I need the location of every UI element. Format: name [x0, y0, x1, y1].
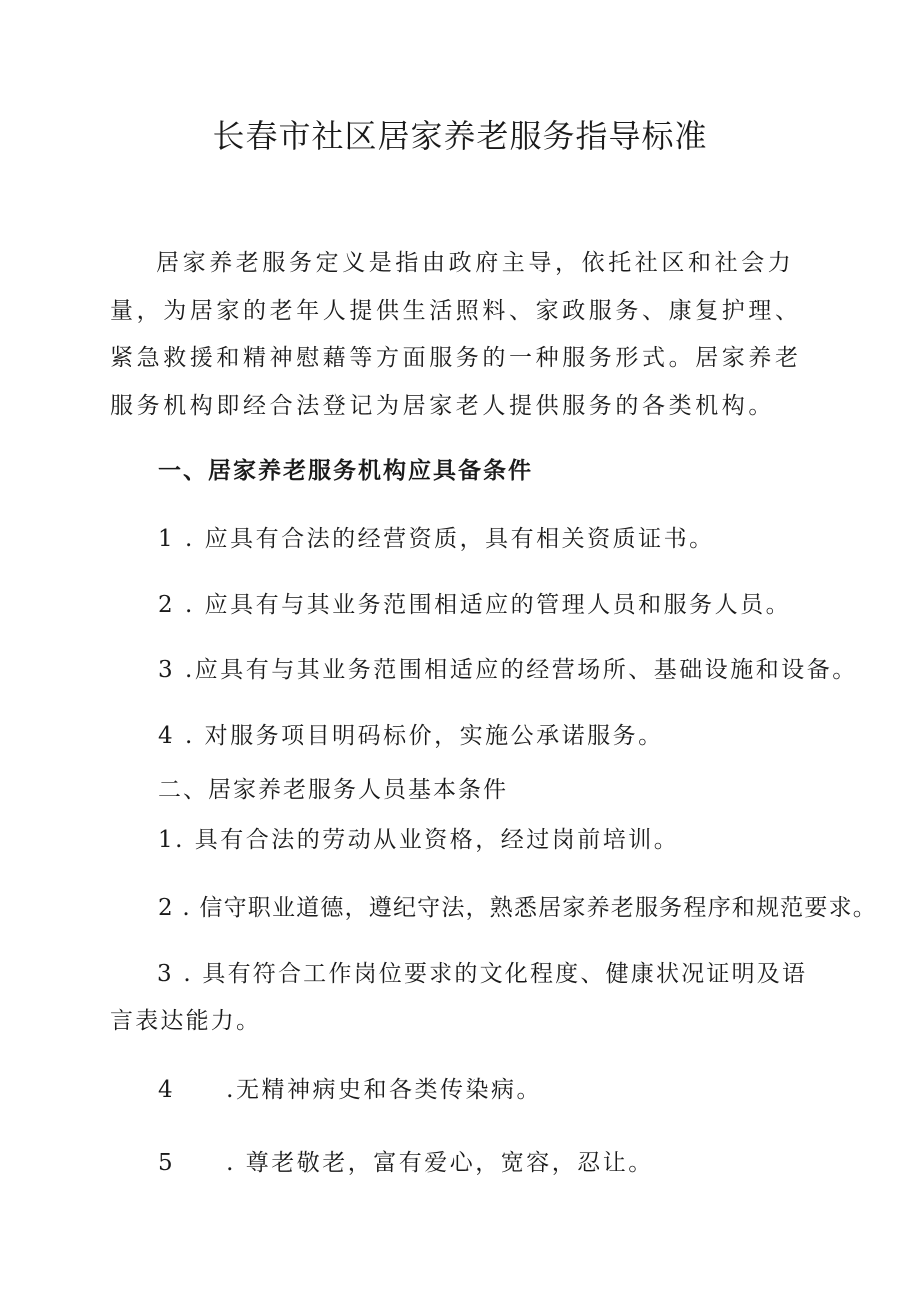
section-1-item-2: 2 . 应具有与其业务范围相适应的管理人员和服务人员。: [158, 592, 792, 618]
section-2-item-5: 5 . 尊老敬老，富有爱心，宽容，忍让。: [158, 1150, 654, 1176]
section-1-item-3: 3 .应具有与其业务范围相适应的经营场所、基础设施和设备。: [158, 657, 858, 683]
section-2-heading: 二、居家养老服务人员基本条件: [158, 777, 508, 803]
section-2-item-2: 2 . 信守职业道德，遵纪守法，熟悉居家养老服务程序和规范要求。: [158, 895, 877, 921]
section-2-item-1: 1. 具有合法的劳动从业资格，经过岗前培训。: [158, 827, 680, 853]
section-1-item-1: 1 . 应具有合法的经营资质，具有相关资质证书。: [158, 526, 715, 552]
document-title: 长春市社区居家养老服务指导标准: [212, 117, 708, 155]
section-2-item-4: 4 .无精神病史和各类传染病。: [158, 1077, 542, 1103]
section-1-item-4: 4 . 对服务项目明码标价，实施公承诺服务。: [158, 723, 664, 749]
intro-paragraph: 居家养老服务定义是指由政府主导，依托社区和社会力量，为居家的老年人提供生活照料、家政服务、康复护理、紧急救援和精神慰藉等方面服务的一种服务形式。居家养老服务机构即经合法登记为居家老人提供服务的各类机构。: [110, 250, 802, 419]
section-2-item-3: 3 . 具有符合工作岗位要求的文化程度、健康状况证明及语言表达能力。: [110, 961, 808, 1034]
section-1-heading: 一、居家养老服务机构应具备条件: [158, 457, 533, 484]
